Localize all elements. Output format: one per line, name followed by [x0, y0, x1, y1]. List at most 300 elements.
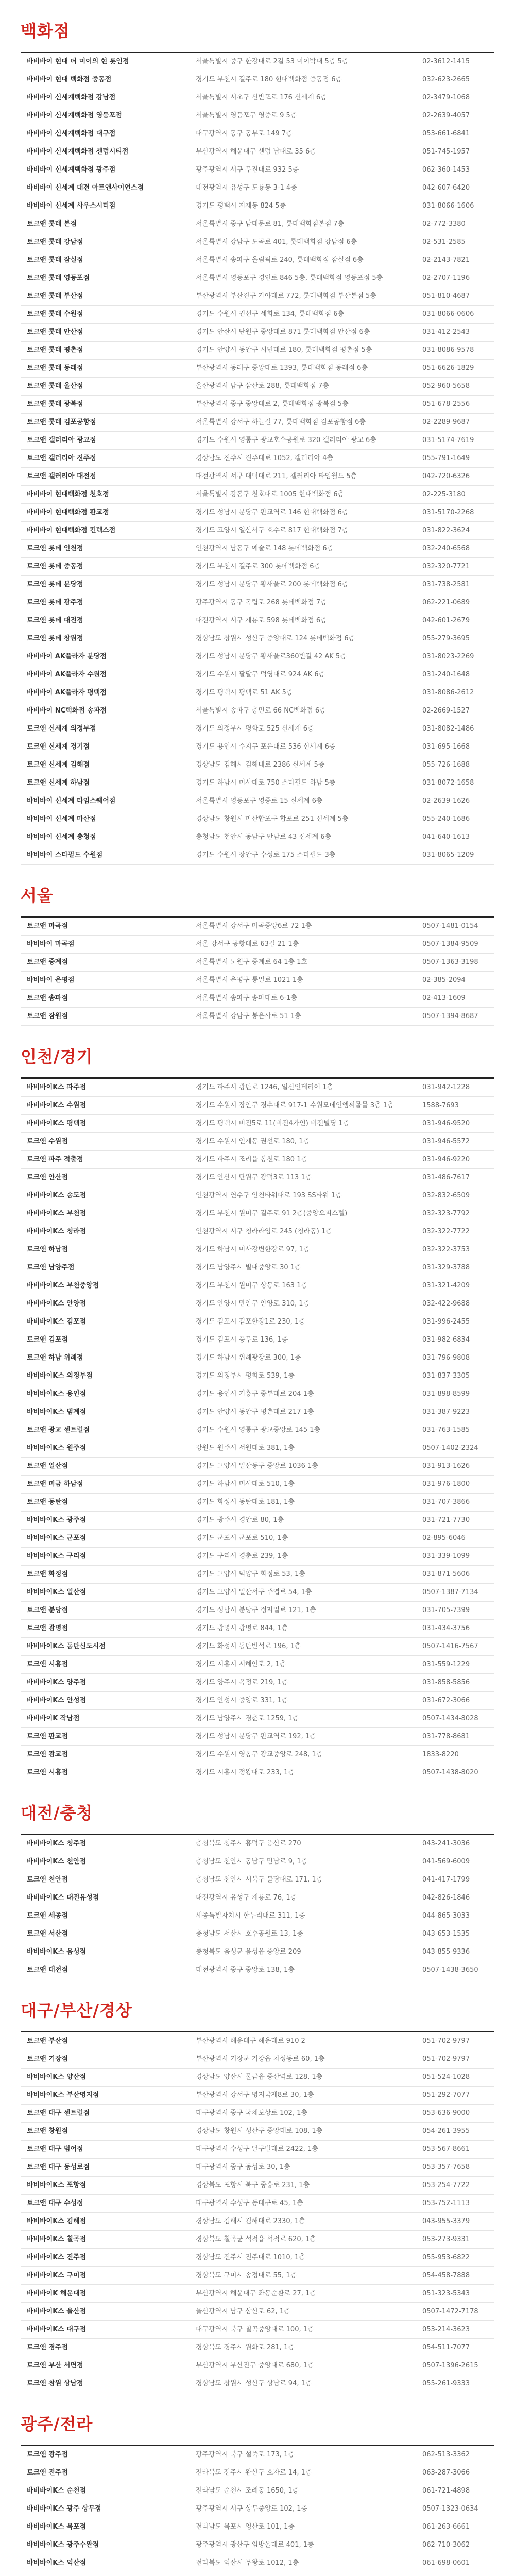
store-name: 토크앤 천안점 — [21, 1871, 196, 1889]
store-row — [21, 1548, 494, 1566]
store-phone: 043-241-3036 — [422, 1835, 494, 1853]
store-row — [21, 215, 494, 233]
store-name: 바비바이K스 청주점 — [21, 1835, 196, 1853]
store-row — [21, 1835, 494, 1853]
store-address: 대구광역시 수성구 달구벌대로 2422, 1층 — [196, 2141, 422, 2159]
store-row — [21, 1710, 494, 1728]
store-address: 서울특별시 영등포구 경인로 846 5층, 롯데백화점 영등포점 5층 — [196, 269, 422, 287]
store-name: 바비바이K스 평택점 — [21, 1115, 196, 1133]
store-address: 대전광역시 유성구 계룡로 76, 1층 — [196, 1889, 422, 1907]
store-phone: 053-567-8661 — [422, 2141, 494, 2159]
store-address: 경기도 하남시 위례광장로 300, 1층 — [196, 1349, 422, 1367]
store-row — [21, 2375, 494, 2393]
store-address: 대구광역시 동구 동부로 149 7층 — [196, 125, 422, 143]
store-row — [21, 2446, 494, 2464]
store-name: 바비바이K스 목포점 — [21, 2518, 196, 2536]
store-address: 경상남도 양산시 물금읍 증산역로 128, 1층 — [196, 2069, 422, 2087]
store-address: 경기도 성남시 분당구 황새울로360번길 42 AK 5층 — [196, 648, 422, 666]
store-name: 토크앤 중계점 — [21, 954, 196, 972]
store-name: 바비바이K스 구리점 — [21, 1548, 196, 1566]
store-name: 토크앤 롯데 동래점 — [21, 360, 196, 378]
store-row — [21, 2518, 494, 2536]
store-phone: 031-387-9223 — [422, 1403, 494, 1421]
store-address: 충청북도 음성군 음성읍 중앙로 209 — [196, 1943, 422, 1961]
store-address: 경기도 시흥시 서해안로 2, 1층 — [196, 1656, 422, 1674]
store-table — [21, 1079, 494, 1782]
store-address: 전라북도 전주시 완산구 효자로 14, 1층 — [196, 2464, 422, 2482]
store-phone: 031-559-1229 — [422, 1656, 494, 1674]
store-row — [21, 702, 494, 720]
store-row — [21, 1674, 494, 1692]
store-row — [21, 1584, 494, 1602]
store-phone: 031-942-1228 — [422, 1079, 494, 1097]
store-name: 바비바이 AK플라자 분당점 — [21, 648, 196, 666]
store-phone: 043-955-3379 — [422, 2213, 494, 2231]
region-section — [21, 2393, 494, 2576]
store-phone: 054-511-7077 — [422, 2339, 494, 2357]
store-name: 토크앤 안산점 — [21, 1169, 196, 1187]
store-row — [21, 1566, 494, 1584]
store-address: 대구광역시 북구 칠곡중앙대로 100, 1층 — [196, 2321, 422, 2339]
store-row — [21, 1656, 494, 1674]
store-address: 부산광역시 해운대구 해운대로 910 2 — [196, 2032, 422, 2050]
store-address: 광주광역시 서구 상무중앙로 102, 1층 — [196, 2500, 422, 2518]
store-phone: 032-832-6509 — [422, 1187, 494, 1205]
store-row — [21, 1385, 494, 1403]
store-phone: 051-702-9797 — [422, 2032, 494, 2050]
store-name: 토크앤 창원 상남점 — [21, 2375, 196, 2393]
store-row — [21, 720, 494, 738]
store-name: 바비바이K스 원주점 — [21, 1439, 196, 1458]
store-phone: 1833-8220 — [422, 1746, 494, 1764]
store-row — [21, 846, 494, 865]
store-row — [21, 2357, 494, 2375]
store-phone: 0507-1402-2324 — [422, 1439, 494, 1458]
store-phone: 031-240-1648 — [422, 666, 494, 684]
store-phone: 0507-1394-8687 — [422, 1008, 494, 1026]
store-phone: 031-695-1668 — [422, 738, 494, 756]
store-row — [21, 954, 494, 972]
region-title: 대구/부산/경상 — [21, 2001, 132, 2020]
store-phone: 0507-1434-8028 — [422, 1710, 494, 1728]
store-row — [21, 558, 494, 576]
store-row — [21, 936, 494, 954]
region-section — [21, 0, 494, 865]
store-name: 바비바이 신세계 대전 아트앤사이언스점 — [21, 179, 196, 197]
store-address — [196, 2572, 422, 2576]
store-address: 대전광역시 서구 대덕대로 211, 갤러리아 타임월드 5층 — [196, 468, 422, 486]
store-address: 경기도 김포시 풍무로 136, 1층 — [196, 1331, 422, 1349]
store-name: 바비바이 NC백화점 송파점 — [21, 702, 196, 720]
store-phone: 042-607-6420 — [422, 179, 494, 197]
store-name: 토크앤 남양주점 — [21, 1259, 196, 1277]
store-name: 바비바이 신세계백화점 강남점 — [21, 89, 196, 107]
store-row — [21, 2195, 494, 2213]
store-address: 경기도 광주시 경안로 80, 1층 — [196, 1512, 422, 1530]
region-title: 백화점 — [21, 21, 70, 41]
store-address: 경상남도 진주시 진주대로 1010, 1층 — [196, 2249, 422, 2267]
store-phone: 031-8086-9578 — [422, 342, 494, 360]
store-row — [21, 1115, 494, 1133]
store-row — [21, 738, 494, 756]
store-address: 광주광역시 북구 설죽로 173, 1층 — [196, 2446, 422, 2464]
store-phone: 031-434-3756 — [422, 1620, 494, 1638]
store-name: 바비바이K스 부산명지점 — [21, 2087, 196, 2105]
store-name: 바비바이K스 부천점 — [21, 1205, 196, 1223]
store-name: 바비바이K스 청라점 — [21, 1223, 196, 1241]
store-name: 바비바이K스 광주점 — [21, 1512, 196, 1530]
store-name: 토크앤 시흥점 — [21, 1764, 196, 1782]
store-name: 토크앤 일산점 — [21, 1458, 196, 1476]
store-address: 경기도 부천시 길주로 180 현대백화점 중동점 6층 — [196, 71, 422, 89]
store-address: 경기도 평택시 비전5로 11(비전4가인) 비전빌딩 1층 — [196, 1115, 422, 1133]
store-name: 토크앤 롯데 김포공항점 — [21, 414, 196, 432]
store-row — [21, 828, 494, 846]
store-name: 토크앤 롯데 분당점 — [21, 576, 196, 594]
store-row — [21, 2500, 494, 2518]
store-row — [21, 2267, 494, 2285]
store-name: 토크앤 롯데 잠실점 — [21, 251, 196, 269]
store-row — [21, 1097, 494, 1115]
store-phone: 055-953-6822 — [422, 2249, 494, 2267]
store-row — [21, 468, 494, 486]
store-row — [21, 1151, 494, 1169]
store-phone: 02-3612-1415 — [422, 53, 494, 71]
store-row — [21, 792, 494, 810]
store-phone: 061-721-4898 — [422, 2482, 494, 2500]
store-row — [21, 432, 494, 450]
store-phone: 032-322-3753 — [422, 1241, 494, 1259]
store-name: 바비바이K 해운대점 — [21, 2285, 196, 2303]
store-phone: 051-6626-1829 — [422, 360, 494, 378]
store-address: 전라남도 순천시 조례동 1650, 1층 — [196, 2482, 422, 2500]
store-address: 부산광역시 부산진구 가야대로 772, 롯데백화점 부산본점 5층 — [196, 287, 422, 306]
store-phone: 032-240-6568 — [422, 540, 494, 558]
store-address: 충청남도 천안시 서북구 불당대로 171, 1층 — [196, 1871, 422, 1889]
store-name: 바비바이 현대백화점 천호점 — [21, 486, 196, 504]
store-name: 바비바이 은평점 — [21, 972, 196, 990]
store-phone: 02-2707-1196 — [422, 269, 494, 287]
store-phone: 044-865-3033 — [422, 1907, 494, 1925]
store-address: 대구광역시 수성구 동대구로 45, 1층 — [196, 2195, 422, 2213]
store-name: 바비바이K스 익산점 — [21, 2554, 196, 2572]
store-row — [21, 342, 494, 360]
store-name: 바비바이 신세계 사우스시티점 — [21, 197, 196, 215]
store-address: 경기도 용인시 수지구 포은대로 536 신세계 6층 — [196, 738, 422, 756]
store-phone: 053-661-6841 — [422, 125, 494, 143]
store-name: 토크앤 시흥점 — [21, 1656, 196, 1674]
store-address: 서울특별시 서초구 신반포로 176 신세계 6층 — [196, 89, 422, 107]
store-name: 바비바이K스 광주수완점 — [21, 2536, 196, 2554]
store-row — [21, 1961, 494, 1979]
store-row — [21, 540, 494, 558]
store-address: 서울특별시 영등포구 영중로 9 5층 — [196, 107, 422, 125]
store-row — [21, 2339, 494, 2357]
store-address: 경기도 안양시 만안구 안양로 310, 1층 — [196, 1295, 422, 1313]
store-row — [21, 1277, 494, 1295]
store-name: 토크앤 신세계 김해점 — [21, 756, 196, 774]
store-phone: 1588-7693 — [422, 1097, 494, 1115]
store-name: 토크앤 김포점 — [21, 1331, 196, 1349]
store-table — [21, 1835, 494, 1979]
store-phone: 02-385-2094 — [422, 972, 494, 990]
store-address: 경기도 하남시 미사대로 750 스타필드 하남 5층 — [196, 774, 422, 792]
store-address: 경기도 고양시 일산서구 주엽로 54, 1층 — [196, 1584, 422, 1602]
store-row — [21, 522, 494, 540]
store-address: 광주광역시 광산구 임방울대로 401, 1층 — [196, 2536, 422, 2554]
store-phone: 051-292-7077 — [422, 2087, 494, 2105]
store-name: 바비바이K스 동탄신도시점 — [21, 1638, 196, 1656]
store-name: 바비바이K스 의정부점 — [21, 1367, 196, 1385]
store-address: 대구광역시 중구 동성로 30, 1층 — [196, 2159, 422, 2177]
store-address: 부산광역시 동래구 중앙대로 1393, 롯데백화점 동래점 6층 — [196, 360, 422, 378]
store-address: 서울특별시 영등포구 영중로 15 신세계 6층 — [196, 792, 422, 810]
store-address: 경기도 성남시 분당구 판교역로 146 현대백화점 6층 — [196, 504, 422, 522]
store-name: 토크앤 신세계 경기점 — [21, 738, 196, 756]
store-address: 인천광역시 남동구 예술로 148 롯데백화점 6층 — [196, 540, 422, 558]
store-phone: 02-2669-1527 — [422, 702, 494, 720]
store-name: 토크앤 롯데 중동점 — [21, 558, 196, 576]
store-name: 바비바이 현대백화점 킨텍스점 — [21, 522, 196, 540]
store-row — [21, 125, 494, 143]
store-row — [21, 2123, 494, 2141]
store-phone: 062-513-3362 — [422, 2446, 494, 2464]
store-address: 경기도 수원시 팔달구 덕영대로 924 AK 6층 — [196, 666, 422, 684]
store-phone: 054-458-7888 — [422, 2267, 494, 2285]
store-phone: 031-796-9808 — [422, 1349, 494, 1367]
store-name: 바비바이K스 일산점 — [21, 1584, 196, 1602]
store-phone: 055-261-9333 — [422, 2375, 494, 2393]
store-name: 바비바이 현대 백화점 중동점 — [21, 71, 196, 89]
store-phone: 051-702-9797 — [422, 2050, 494, 2069]
store-name: 토크앤 갤러리아 진주점 — [21, 450, 196, 468]
store-row — [21, 1349, 494, 1367]
region-title: 인천/경기 — [21, 1047, 93, 1066]
store-address: 경기도 안성시 중앙로 331, 1층 — [196, 1692, 422, 1710]
store-row — [21, 972, 494, 990]
store-row — [21, 414, 494, 432]
store-row — [21, 378, 494, 396]
store-name: 바비바이K스 김포점 — [21, 1313, 196, 1331]
store-row — [21, 1313, 494, 1331]
store-row — [21, 233, 494, 251]
store-phone: 062-360-1453 — [422, 161, 494, 179]
store-phone: 031-721-7730 — [422, 1512, 494, 1530]
store-address: 경기도 평택시 지제동 824 5층 — [196, 197, 422, 215]
store-address: 서울특별시 노원구 중계로 64 1층 1호 — [196, 954, 422, 972]
store-phone: 063-287-3066 — [422, 2464, 494, 2482]
store-address: 경기도 수원시 권선구 세화로 134, 롯데백화점 6층 — [196, 306, 422, 324]
store-phone: 041-569-6009 — [422, 1853, 494, 1871]
store-name: 토크앤 롯데 강남점 — [21, 233, 196, 251]
store-phone: 031-898-8599 — [422, 1385, 494, 1403]
store-row — [21, 1079, 494, 1097]
store-address: 충청남도 서산시 호수공원로 13, 1층 — [196, 1925, 422, 1943]
store-row — [21, 576, 494, 594]
store-row — [21, 2231, 494, 2249]
store-row — [21, 1889, 494, 1907]
store-address: 경기도 광명시 광명로 844, 1층 — [196, 1620, 422, 1638]
store-row — [21, 2572, 494, 2576]
store-row — [21, 1638, 494, 1656]
store-name: 토크앤 판교점 — [21, 1728, 196, 1746]
store-name: 토크앤 잠원점 — [21, 1008, 196, 1026]
store-row — [21, 306, 494, 324]
store-name: 바비바이K스 범계점 — [21, 1403, 196, 1421]
store-address: 경기도 의정부시 평화로 525 신세계 6층 — [196, 720, 422, 738]
store-address: 광주광역시 서구 무진대로 932 5층 — [196, 161, 422, 179]
store-name: 바비바이 신세계백화점 센텀시티점 — [21, 143, 196, 161]
store-phone: 0507-1416-7567 — [422, 1638, 494, 1656]
store-name: 토크앤 파주 적출점 — [21, 1151, 196, 1169]
store-name: 토크앤 창원점 — [21, 2123, 196, 2141]
store-phone: 031-8066-1606 — [422, 197, 494, 215]
store-name: 토크앤 부산 서면점 — [21, 2357, 196, 2375]
store-name: 바비바이K스 양주점 — [21, 1674, 196, 1692]
store-address: 경기도 양주시 옥정로 219, 1층 — [196, 1674, 422, 1692]
store-row — [21, 2285, 494, 2303]
store-phone: 053-357-7658 — [422, 2159, 494, 2177]
store-row — [21, 1764, 494, 1782]
store-name: 토크앤 롯데 영등포점 — [21, 269, 196, 287]
store-phone: 031-913-1626 — [422, 1458, 494, 1476]
store-phone: 02-895-6046 — [422, 1530, 494, 1548]
store-phone: 054-261-3955 — [422, 2123, 494, 2141]
store-row — [21, 1259, 494, 1277]
store-row — [21, 89, 494, 107]
store-address: 경기도 수원시 장안구 수성로 175 스타필드 3층 — [196, 846, 422, 865]
store-name: 토크앤 수원점 — [21, 1133, 196, 1151]
store-address: 경기도 파주시 광탄로 1246, 일산인테리어 1층 — [196, 1079, 422, 1097]
store-row — [21, 1421, 494, 1439]
store-row — [21, 2464, 494, 2482]
store-name: 바비바이 신세계 타임스퀘어점 — [21, 792, 196, 810]
store-name: 토크앤 마곡점 — [21, 918, 196, 936]
store-row — [21, 360, 494, 378]
store-row — [21, 1008, 494, 1026]
store-address: 경상남도 김해시 김해대로 2386 신세계 5층 — [196, 756, 422, 774]
store-address: 서울특별시 송파구 충민로 66 NC백화점 6층 — [196, 702, 422, 720]
region-section — [21, 865, 494, 1026]
store-address: 세종특별자치시 한누리대로 311, 1층 — [196, 1907, 422, 1925]
store-phone: 02-225-3180 — [422, 486, 494, 504]
store-row — [21, 1367, 494, 1385]
store-row — [21, 324, 494, 342]
store-phone: 0507-1363-3198 — [422, 954, 494, 972]
store-phone: 051-323-5343 — [422, 2285, 494, 2303]
store-phone: 0507-1438-8020 — [422, 1764, 494, 1782]
store-name: 토크앤 대구 수성점 — [21, 2195, 196, 2213]
store-address: 경기도 구리시 경춘로 239, 1층 — [196, 1548, 422, 1566]
store-phone: 031-321-4209 — [422, 1277, 494, 1295]
store-row — [21, 2050, 494, 2069]
store-name: 바비바이K스 부천중앙점 — [21, 1277, 196, 1295]
store-address: 경상북도 경주시 원화로 281, 1층 — [196, 2339, 422, 2357]
store-row — [21, 486, 494, 504]
store-phone: 02-2639-4057 — [422, 107, 494, 125]
store-address: 대전광역시 서구 계룡로 598 롯데백화점 6층 — [196, 612, 422, 630]
store-name: 바비바이K스 칠곡점 — [21, 2231, 196, 2249]
store-row — [21, 810, 494, 828]
store-row — [21, 71, 494, 89]
store-address: 경기도 김포시 김포한강1로 230, 1층 — [196, 1313, 422, 1331]
store-row — [21, 1331, 494, 1349]
store-row — [21, 1187, 494, 1205]
store-address: 경기도 수원시 영통구 광교호수공원로 320 갤러리아 광교 6층 — [196, 432, 422, 450]
store-name: 토크앤 롯데 울산점 — [21, 378, 196, 396]
store-phone: 032-623-2665 — [422, 71, 494, 89]
store-address: 경기도 용인시 기흥구 중부대로 204 1층 — [196, 1385, 422, 1403]
store-name: 바비바이 신세계백화점 대구점 — [21, 125, 196, 143]
store-phone: 031-8072-1658 — [422, 774, 494, 792]
store-address: 부산광역시 중구 중앙대로 2, 롯데백화점 광복점 5층 — [196, 396, 422, 414]
store-name: 토크앤 세종점 — [21, 1907, 196, 1925]
store-address: 경상북도 구미시 송정대로 55, 1층 — [196, 2267, 422, 2285]
store-row — [21, 2321, 494, 2339]
store-name: 토크앤 전주점 — [21, 2464, 196, 2482]
store-row — [21, 197, 494, 215]
store-address: 경기도 남양주시 별내중앙로 30 1층 — [196, 1259, 422, 1277]
store-name: 바비바이K스 군포점 — [21, 1530, 196, 1548]
store-address: 전라북도 익산시 무왕로 1012, 1층 — [196, 2554, 422, 2572]
store-row — [21, 2303, 494, 2321]
store-phone: 055-279-3695 — [422, 630, 494, 648]
store-address: 경기도 수원시 인계동 권선로 180, 1층 — [196, 1133, 422, 1151]
store-name: 바비바이 현대백화점 판교점 — [21, 504, 196, 522]
store-phone: 031-738-2581 — [422, 576, 494, 594]
store-name: 토크앤 롯데 평촌점 — [21, 342, 196, 360]
store-phone: 032-320-7721 — [422, 558, 494, 576]
store-address: 광주광역시 동구 독립로 268 롯데백화점 7층 — [196, 594, 422, 612]
store-name: 토크앤 롯데 대전점 — [21, 612, 196, 630]
store-address: 경기도 안양시 동안구 시민대로 180, 롯데백화점 평촌점 5층 — [196, 342, 422, 360]
store-name: 바비바이K스 천안점 — [21, 1853, 196, 1871]
store-phone: 031-946-9520 — [422, 1115, 494, 1133]
store-row — [21, 2105, 494, 2123]
store-phone: 055-791-1649 — [422, 450, 494, 468]
store-name: 바비바이K스 안양점 — [21, 1295, 196, 1313]
store-address: 경기도 고양시 일산서구 호수로 817 현대백화점 7층 — [196, 522, 422, 540]
store-name: 바비바이K스 포항점 — [21, 2177, 196, 2195]
store-address: 경상남도 창원시 성산구 중앙대로 124 롯데백화점 6층 — [196, 630, 422, 648]
store-name: 토크앤 광교 센트럴점 — [21, 1421, 196, 1439]
store-name: 토크앤 갤러리아 광교점 — [21, 432, 196, 450]
store-name: 토크앤 갤러리아 대전점 — [21, 468, 196, 486]
store-name: 토크앤 롯데 본점 — [21, 215, 196, 233]
store-row — [21, 1241, 494, 1259]
store-phone: 0507-1472-7178 — [422, 2303, 494, 2321]
store-address: 부산광역시 기장군 기장읍 차성동로 60, 1층 — [196, 2050, 422, 2069]
store-row — [21, 179, 494, 197]
store-phone: 031-996-2455 — [422, 1313, 494, 1331]
store-phone: 031-672-3066 — [422, 1692, 494, 1710]
store-address: 서울특별시 송파구 올림픽로 240, 롯데백화점 잠실점 6층 — [196, 251, 422, 269]
store-address: 경기도 고양시 일산동구 중앙로 1036 1층 — [196, 1458, 422, 1476]
store-row — [21, 504, 494, 522]
store-address: 경기도 화성시 동탄반석로 196, 1층 — [196, 1638, 422, 1656]
store-address: 서울특별시 강동구 천호대로 1005 현대백화점 6층 — [196, 486, 422, 504]
store-address: 강원도 원주시 서원대로 381, 1층 — [196, 1439, 422, 1458]
store-phone: 061-698-0601 — [422, 2554, 494, 2572]
store-name: 바비바이K스 음성점 — [21, 1943, 196, 1961]
store-row — [21, 269, 494, 287]
store-address: 대전광역시 유성구 도룡동 3-1 4층 — [196, 179, 422, 197]
store-name: 토크앤 미금 하남점 — [21, 1476, 196, 1494]
store-row — [21, 161, 494, 179]
store-name: 토크앤 롯데 안산점 — [21, 324, 196, 342]
store-address: 경기도 시흥시 정왕대로 233, 1층 — [196, 1764, 422, 1782]
store-phone: 053-636-9000 — [422, 2105, 494, 2123]
